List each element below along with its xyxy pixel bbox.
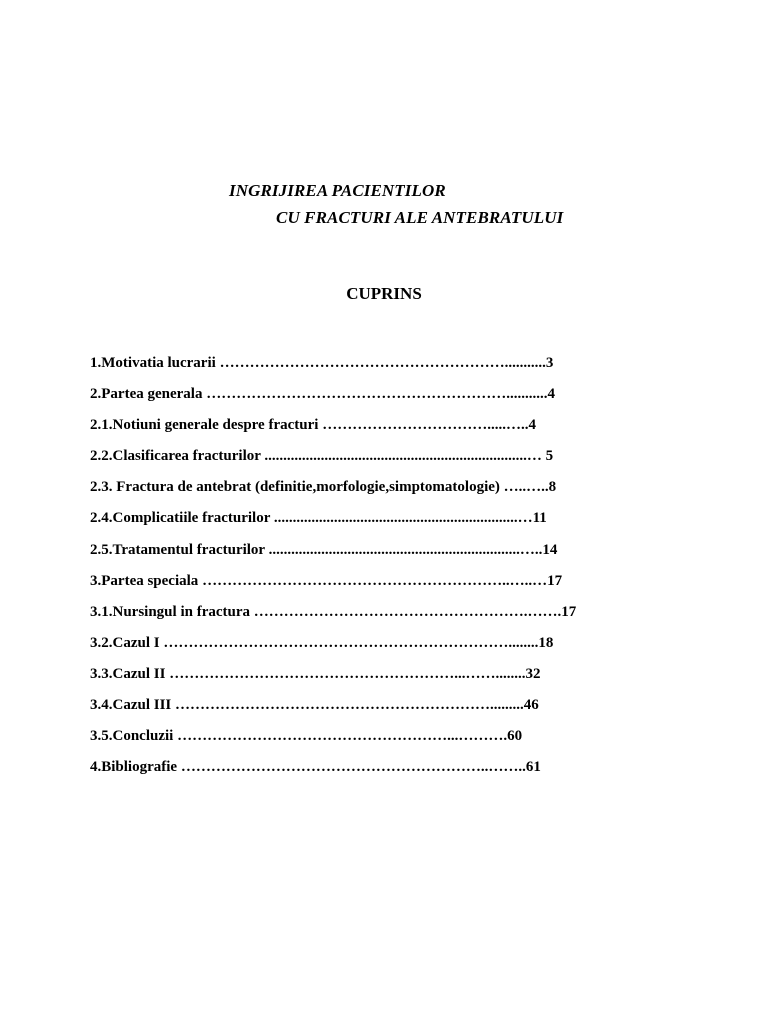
toc-entry-leader: ……………………………………………………..…..… [198,572,548,589]
toc-entry-label: 3.Partea speciala [90,572,199,589]
toc-entry-leader: …..….. [499,479,549,496]
toc-entry [90,508,576,539]
toc-entry-label: 4.Bibliografie [90,759,178,776]
document-title-line-1: INGRIJIREA PACIENTILOR [229,181,446,200]
toc-entry-leader: ……………………………………………………..…….. [177,759,526,776]
toc-entry [90,757,576,788]
toc-entry-leader: ...................................................................….. [264,541,543,558]
toc-entry-page: 14 [542,541,558,558]
toc-entry-leader: …………………………………………………...……........ [165,665,526,682]
toc-entry-page: 8 [548,479,557,496]
toc-entry-label: 2.5.Tratamentul fracturilor [90,541,265,558]
toc-entry [90,633,576,664]
toc-entry-leader: …………………………….....….. [318,417,529,434]
toc-entry [90,446,576,477]
toc-entry-label: 3.1.Nursingul in fractura [90,603,251,620]
document-title-line-2: CU FRACTURI ALE ANTEBRATULUI [276,208,564,227]
toc-entry-page: 3 [545,355,554,371]
toc-entry-leader: ……………………………………………………........... [202,386,548,403]
toc-entry-page: 61 [525,759,541,776]
toc-entry [90,571,576,602]
toc-entry-page: 4 [547,386,555,403]
toc-entry-label: 3.4.Cazul III [90,697,172,714]
toc-entry [90,384,576,415]
toc-entry [90,602,576,633]
toc-entry-leader: .................................................................… [270,510,533,527]
toc-entry-leader: ……………………………………………………………........ [159,634,539,651]
toc-entry-label: 2.1.Notiuni generale despre fracturi [90,417,319,434]
toc-entry [90,664,576,695]
toc-entry-label: 2.Partea generala [90,386,203,403]
toc-entry-leader: ......................................................................… [260,448,546,465]
toc-entry-leader: ………………………………………………………......... [171,697,524,714]
toc-entry-page: 18 [538,634,554,651]
toc-entry-label: 2.3. Fractura de antebrat (definitie,morfologie,simptomatologie) [90,479,500,496]
toc-entry-leader: …………………………………………………........... [215,355,546,371]
toc-entry [90,540,576,571]
table-of-contents [90,353,576,788]
toc-entry-label: 2.2.Clasificarea fracturilor [90,448,261,465]
toc-entry-label: 3.2.Cazul I [90,634,160,651]
toc-entry [90,415,576,446]
toc-entry-page: 4 [528,417,536,434]
toc-entry [90,695,576,726]
toc-entry [90,477,576,508]
toc-entry-page: 5 [545,448,554,465]
toc-entry-page: 11 [532,510,547,527]
toc-entry-leader: ……………………………………………….……. [250,603,562,620]
toc-entry-page: 60 [507,728,523,745]
toc-entry-page: 46 [523,697,539,714]
toc-heading: CUPRINS [346,284,422,303]
toc-entry-page: 17 [547,572,563,589]
toc-entry-label: 2.4.Complicatiile fracturilor [90,510,271,527]
toc-entry [90,726,576,757]
toc-entry-label: 3.5.Concluzii [90,728,174,745]
toc-entry-leader: ………………………………………………...………. [173,728,508,745]
toc-entry-label: 1.Motivatia lucrarii [90,355,216,371]
toc-entry-page: 32 [525,665,541,682]
toc-entry [90,353,576,384]
toc-entry-page: 17 [561,603,577,620]
toc-entry-label: 3.3.Cazul II [90,665,166,682]
